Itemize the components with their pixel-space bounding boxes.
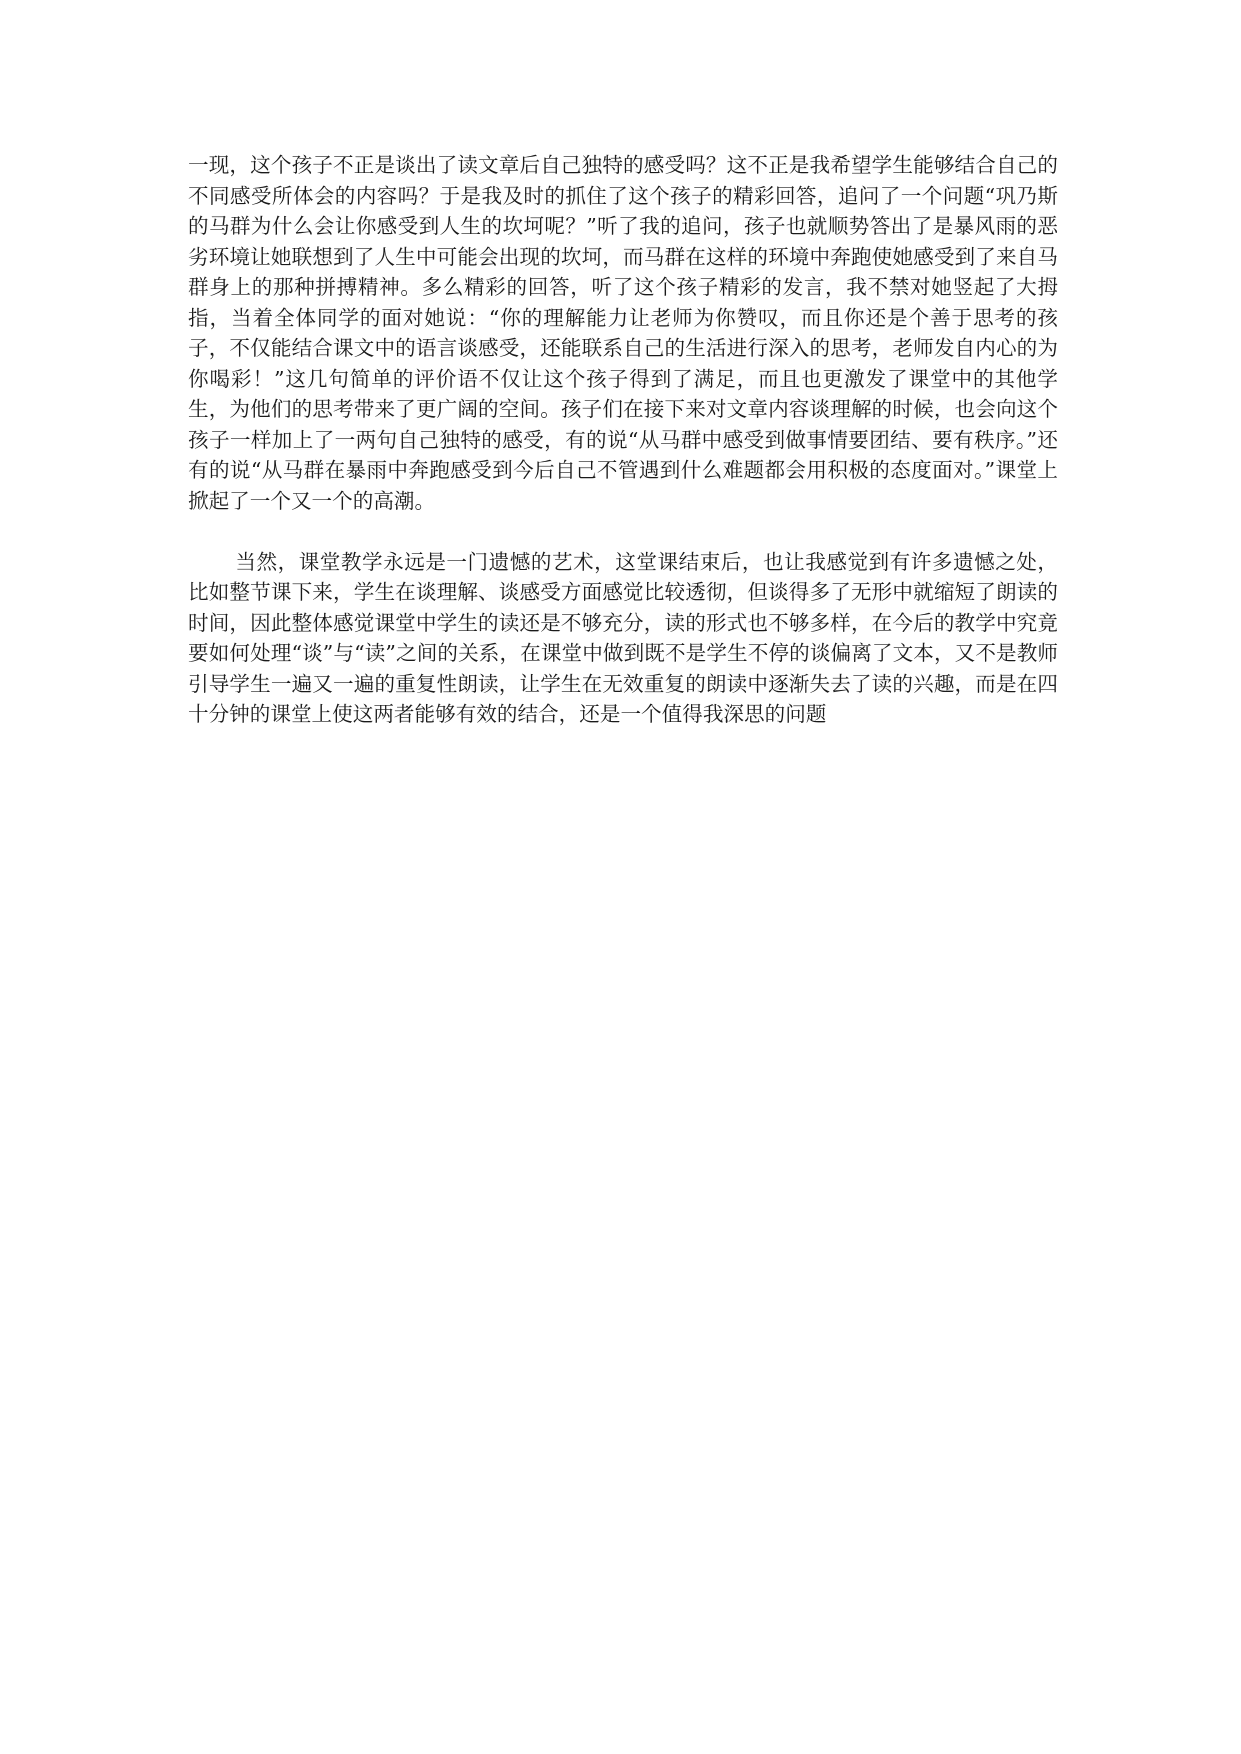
paragraph-2: 当然，课堂教学永远是一门遗憾的艺术，这堂课结束后，也让我感觉到有许多遗憾之处，比如整节课下来，学生在谈理解、谈感受方面感觉比较透彻，但谈得多了无形中就缩短了朗读的时间，因此整体感觉课堂中学生的读还是不够充分，读的形式也不够多样，在今后的教学中究竟要如何处理“谈”与“读”之间的关系，在课堂中做到既不是学生不停的谈偏离了文本，又不是教师引导学生一遍又一遍的重复性朗读，让学生在无效重复的朗读中逐渐失去了读的兴趣，而是在四十分钟的课堂上使这两者能够有效的结合，还是一个值得我深思的问题: [188, 549, 1058, 726]
paragraph-1: 一现，这个孩子不正是谈出了读文章后自己独特的感受吗？这不正是我希望学生能够结合自己的不同感受所体会的内容吗？于是我及时的抓住了这个孩子的精彩回答，追问了一个问题“巩乃斯的马群为什么会让你感受到人生的坎坷呢？”听了我的追问，孩子也就顺势答出了是暴风雨的恶劣环境让她联想到了人生中可能会出现的坎坷，而马群在这样的环境中奔跑使她感受到了来自马群身上的那种拼搏精神。多么精彩的回答，听了这个孩子精彩的发言，我不禁对她竖起了大拇指，当着全体同学的面对她说：“你的理解能力让老师为你赞叹，而且你还是个善于思考的孩子，不仅能结合课文中的语言谈感受，还能联系自己的生活进行深入的思考，老师发自内心的为你喝彩！”这几句简单的评价语不仅让这个孩子得到了满足，而且也更激发了课堂中的其他学生，为他们的思考带来了更广阔的空间。孩子们在接下来对文章内容谈理解的时候，也会向这个孩子一样加上了一两句自己独特的感受，有的说“从马群中感受到做事情要团结、要有秩序。”还有的说“从马群在暴雨中奔跑感受到今后自己不管遇到什么难题都会用积极的态度面对。”课堂上掀起了一个又一个的高潮。: [188, 153, 1058, 513]
document-body: [188, 150, 1058, 730]
